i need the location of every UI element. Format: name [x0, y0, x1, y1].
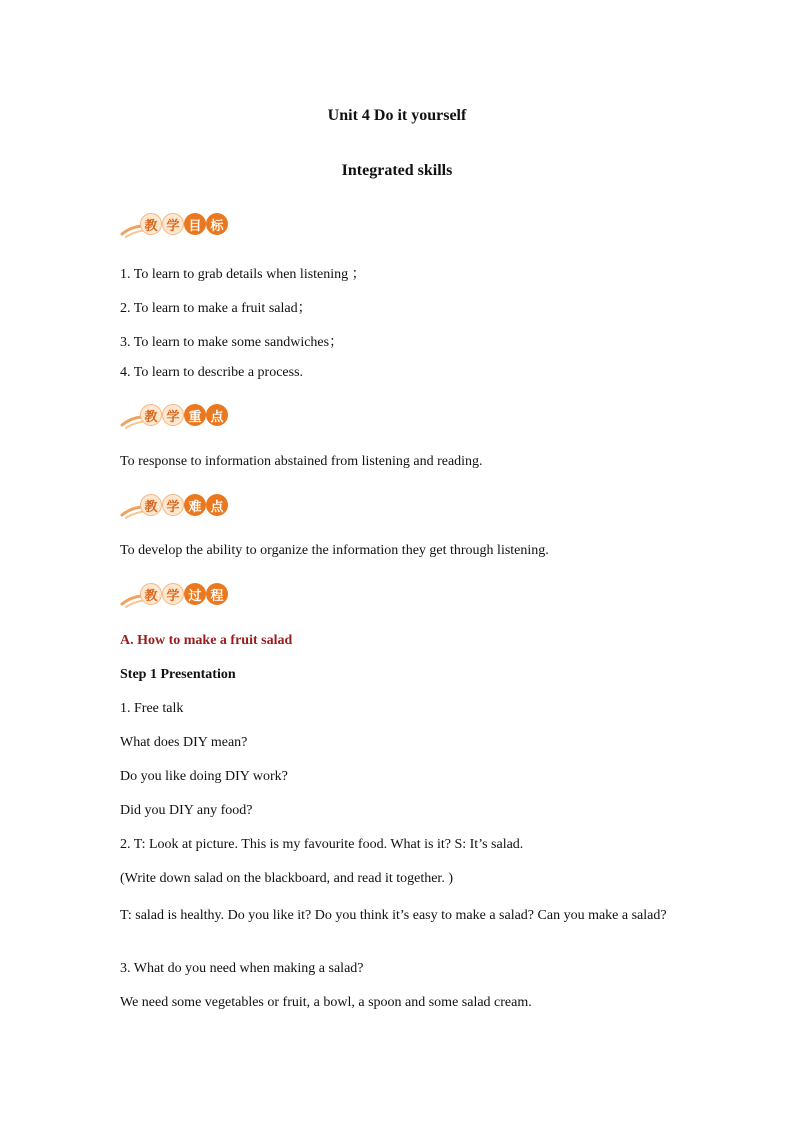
- answer-3: We need some vegetables or fruit, a bowl, a spoon and some salad cream.: [120, 995, 532, 1010]
- difficulty-text: To develop the ability to organize the information they get through listening.: [120, 543, 549, 558]
- badge-char: 学: [162, 213, 184, 235]
- objectives-badge: [120, 212, 225, 238]
- document-title: Unit 4 Do it yourself: [327, 107, 467, 124]
- badge-char: 学: [162, 583, 184, 605]
- badge-char: 标: [206, 213, 228, 235]
- process-line: (Write down salad on the blackboard, and read it together. ): [120, 871, 453, 886]
- process-line: What does DIY mean?: [120, 735, 248, 750]
- process-line: Do you like doing DIY work?: [120, 769, 288, 784]
- key-point-text: To response to information abstained from listening and reading.: [120, 454, 483, 469]
- badge-char: 教: [140, 213, 162, 235]
- badge-char: 点: [206, 404, 228, 426]
- badge-char: 重: [184, 404, 206, 426]
- objective-item: 4. To learn to describe a process.: [120, 365, 304, 380]
- process-line: 1. Free talk: [120, 701, 184, 716]
- badge-char: 目: [184, 213, 206, 235]
- badge-char: 教: [140, 404, 162, 426]
- badge-char: 难: [184, 494, 206, 516]
- section-a-heading: A. How to make a fruit salad: [120, 633, 293, 648]
- process-badge: [120, 582, 225, 608]
- document-subtitle: Integrated skills: [341, 162, 453, 179]
- badge-char: 教: [140, 494, 162, 516]
- question-3: 3. What do you need when making a salad?: [120, 961, 364, 976]
- teacher-question: T: salad is healthy. Do you like it? Do you think it’s easy to make a salad? Can you make a salad?: [120, 908, 667, 923]
- badge-char: 学: [162, 404, 184, 426]
- badge-char: 点: [206, 494, 228, 516]
- objective-item: 1. To learn to grab details when listening ；: [120, 267, 366, 282]
- key-points-badge: [120, 403, 225, 429]
- objective-item: 3. To learn to make some sandwiches；: [120, 335, 344, 350]
- badge-char: 程: [206, 583, 228, 605]
- step1-heading: Step 1 Presentation: [120, 667, 236, 682]
- badge-char: 过: [184, 583, 206, 605]
- difficulties-badge: [120, 493, 225, 519]
- objective-item: 2. To learn to make a fruit salad；: [120, 301, 312, 316]
- process-line: Did you DIY any food?: [120, 803, 253, 818]
- process-line: 2. T: Look at picture. This is my favourite food. What is it? S: It’s salad.: [120, 837, 524, 852]
- badge-char: 学: [162, 494, 184, 516]
- badge-char: 教: [140, 583, 162, 605]
